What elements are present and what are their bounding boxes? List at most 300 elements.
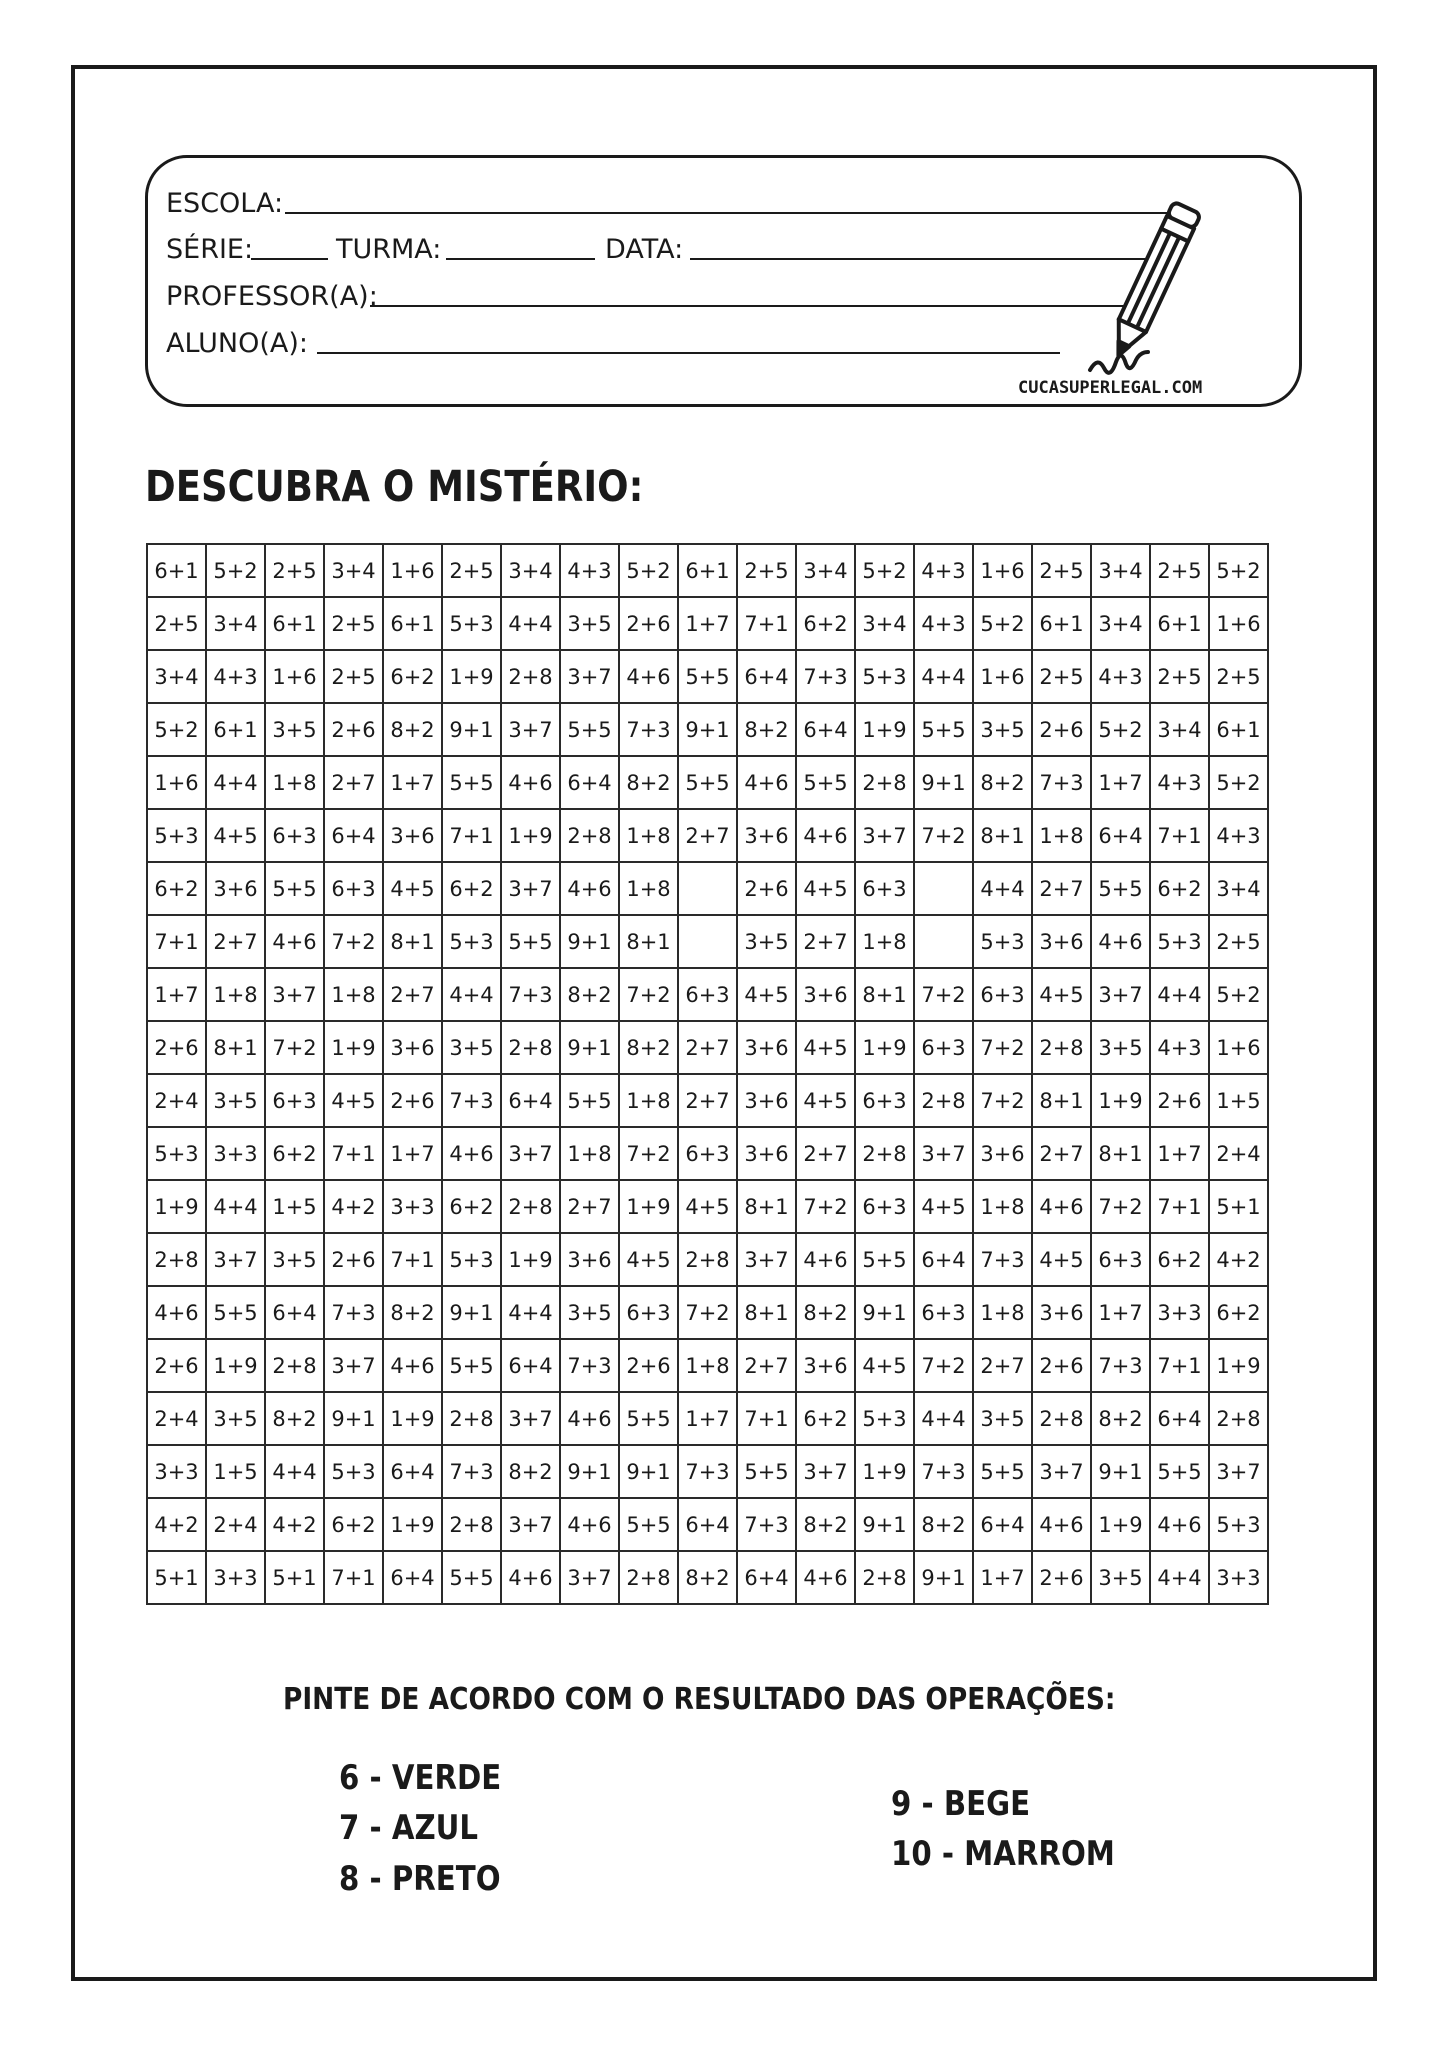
grid-cell[interactable]: 5+1 (265, 1551, 324, 1604)
grid-cell[interactable]: 1+8 (855, 915, 914, 968)
grid-cell[interactable]: 4+5 (383, 862, 442, 915)
grid-cell[interactable]: 7+3 (442, 1074, 501, 1127)
grid-cell[interactable]: 6+1 (1150, 597, 1209, 650)
grid-cell[interactable]: 3+4 (206, 597, 265, 650)
grid-cell[interactable]: 6+3 (678, 1127, 737, 1180)
grid-cell[interactable]: 5+2 (147, 703, 206, 756)
grid-cell[interactable]: 8+1 (619, 915, 678, 968)
grid-cell[interactable]: 5+3 (442, 1233, 501, 1286)
grid-cell[interactable]: 2+5 (1150, 544, 1209, 597)
grid-cell[interactable]: 5+5 (914, 703, 973, 756)
grid-cell[interactable]: 5+3 (442, 915, 501, 968)
grid-cell[interactable]: 2+6 (324, 1233, 383, 1286)
grid-cell[interactable]: 8+2 (619, 756, 678, 809)
grid-cell[interactable]: 3+7 (560, 1551, 619, 1604)
grid-cell[interactable]: 3+5 (560, 597, 619, 650)
grid-cell[interactable]: 5+1 (1209, 1180, 1268, 1233)
grid-cell[interactable]: 4+6 (1091, 915, 1150, 968)
grid-cell[interactable]: 8+2 (1091, 1392, 1150, 1445)
grid-cell[interactable]: 4+4 (206, 756, 265, 809)
grid-cell[interactable]: 2+6 (324, 703, 383, 756)
grid-cell[interactable]: 3+5 (973, 703, 1032, 756)
grid-cell[interactable]: 9+1 (678, 703, 737, 756)
grid-cell[interactable]: 2+8 (1032, 1021, 1091, 1074)
grid-cell[interactable]: 3+6 (737, 1021, 796, 1074)
grid-cell[interactable]: 1+7 (1091, 1286, 1150, 1339)
grid-cell[interactable]: 4+6 (796, 809, 855, 862)
grid-cell[interactable]: 7+1 (737, 1392, 796, 1445)
grid-cell[interactable]: 5+5 (265, 862, 324, 915)
grid-cell[interactable]: 5+5 (855, 1233, 914, 1286)
grid-cell[interactable]: 2+5 (1209, 650, 1268, 703)
grid-cell[interactable]: 6+1 (265, 597, 324, 650)
grid-cell[interactable]: 4+6 (1032, 1498, 1091, 1551)
grid-cell[interactable]: 2+8 (678, 1233, 737, 1286)
grid-cell[interactable]: 1+9 (1209, 1339, 1268, 1392)
grid-cell[interactable]: 8+2 (265, 1392, 324, 1445)
grid-cell[interactable]: 5+5 (442, 1551, 501, 1604)
grid-cell[interactable]: 3+5 (206, 1074, 265, 1127)
grid-cell[interactable]: 1+8 (1032, 809, 1091, 862)
grid-cell[interactable]: 1+8 (560, 1127, 619, 1180)
grid-cell[interactable]: 4+4 (914, 1392, 973, 1445)
grid-cell[interactable]: 1+8 (619, 862, 678, 915)
grid-cell[interactable]: 8+2 (383, 703, 442, 756)
grid-cell[interactable]: 7+2 (914, 968, 973, 1021)
grid-cell[interactable]: 3+5 (442, 1021, 501, 1074)
grid-cell[interactable]: 8+2 (383, 1286, 442, 1339)
grid-cell[interactable]: 7+3 (973, 1233, 1032, 1286)
grid-cell[interactable]: 2+8 (855, 1551, 914, 1604)
grid-cell[interactable]: 7+3 (560, 1339, 619, 1392)
grid-cell[interactable] (678, 915, 737, 968)
grid-cell[interactable]: 1+9 (619, 1180, 678, 1233)
grid-cell[interactable]: 4+6 (796, 1233, 855, 1286)
grid-cell[interactable]: 4+4 (1150, 968, 1209, 1021)
grid-cell[interactable]: 7+2 (619, 1127, 678, 1180)
grid-cell[interactable]: 1+8 (324, 968, 383, 1021)
grid-cell[interactable]: 6+2 (265, 1127, 324, 1180)
grid-cell[interactable]: 8+2 (914, 1498, 973, 1551)
grid-cell[interactable]: 1+6 (1209, 1021, 1268, 1074)
grid-cell[interactable]: 3+7 (796, 1445, 855, 1498)
grid-cell[interactable]: 3+4 (147, 650, 206, 703)
grid-cell[interactable]: 6+1 (147, 544, 206, 597)
grid-cell[interactable]: 3+6 (737, 1074, 796, 1127)
grid-cell[interactable]: 5+2 (1209, 544, 1268, 597)
grid-cell[interactable]: 2+5 (442, 544, 501, 597)
grid-cell[interactable]: 7+1 (442, 809, 501, 862)
grid-cell[interactable]: 2+4 (147, 1074, 206, 1127)
grid-cell[interactable]: 6+3 (855, 862, 914, 915)
grid-cell[interactable]: 4+6 (1150, 1498, 1209, 1551)
grid-cell[interactable]: 3+7 (501, 862, 560, 915)
grid-cell[interactable]: 2+4 (1209, 1127, 1268, 1180)
grid-cell[interactable]: 6+4 (1091, 809, 1150, 862)
grid-cell[interactable]: 8+2 (678, 1551, 737, 1604)
grid-cell[interactable]: 1+9 (324, 1021, 383, 1074)
grid-cell[interactable]: 1+5 (1209, 1074, 1268, 1127)
grid-cell[interactable]: 4+5 (1032, 1233, 1091, 1286)
grid-cell[interactable]: 4+6 (501, 756, 560, 809)
grid-cell[interactable]: 6+2 (796, 597, 855, 650)
grid-cell[interactable]: 3+6 (560, 1233, 619, 1286)
grid-cell[interactable]: 5+5 (737, 1445, 796, 1498)
grid-cell[interactable]: 1+5 (265, 1180, 324, 1233)
grid-cell[interactable]: 4+2 (265, 1498, 324, 1551)
grid-cell[interactable]: 9+1 (914, 756, 973, 809)
grid-cell[interactable]: 7+3 (324, 1286, 383, 1339)
grid-cell[interactable] (678, 862, 737, 915)
grid-cell[interactable]: 7+3 (442, 1445, 501, 1498)
grid-cell[interactable]: 2+7 (796, 915, 855, 968)
grid-cell[interactable]: 5+3 (147, 1127, 206, 1180)
grid-cell[interactable]: 5+3 (442, 597, 501, 650)
grid-cell[interactable]: 2+7 (560, 1180, 619, 1233)
grid-cell[interactable]: 8+1 (855, 968, 914, 1021)
grid-cell[interactable]: 3+4 (855, 597, 914, 650)
grid-cell[interactable]: 5+5 (973, 1445, 1032, 1498)
grid-cell[interactable]: 2+8 (501, 1021, 560, 1074)
grid-cell[interactable]: 4+3 (1091, 650, 1150, 703)
grid-cell[interactable]: 6+3 (973, 968, 1032, 1021)
grid-cell[interactable]: 5+3 (973, 915, 1032, 968)
grid-cell[interactable]: 1+9 (501, 809, 560, 862)
grid-cell[interactable]: 3+7 (324, 1339, 383, 1392)
grid-cell[interactable]: 7+1 (324, 1551, 383, 1604)
grid-cell[interactable]: 2+6 (737, 862, 796, 915)
grid-cell[interactable]: 3+4 (1091, 597, 1150, 650)
grid-cell[interactable]: 7+3 (914, 1445, 973, 1498)
grid-cell[interactable]: 5+2 (619, 544, 678, 597)
grid-cell[interactable]: 7+1 (383, 1233, 442, 1286)
grid-cell[interactable]: 7+1 (147, 915, 206, 968)
grid-cell[interactable]: 2+5 (1032, 544, 1091, 597)
grid-cell[interactable]: 4+6 (501, 1551, 560, 1604)
grid-cell[interactable]: 9+1 (442, 1286, 501, 1339)
grid-cell[interactable]: 4+4 (265, 1445, 324, 1498)
grid-cell[interactable]: 6+3 (855, 1180, 914, 1233)
grid-cell[interactable]: 3+3 (1150, 1286, 1209, 1339)
grid-cell[interactable]: 4+3 (1209, 809, 1268, 862)
grid-cell[interactable]: 2+6 (1032, 1551, 1091, 1604)
grid-cell[interactable]: 1+9 (383, 1498, 442, 1551)
grid-cell[interactable]: 2+7 (973, 1339, 1032, 1392)
grid-cell[interactable]: 3+6 (796, 1339, 855, 1392)
grid-cell[interactable]: 1+5 (206, 1445, 265, 1498)
grid-cell[interactable]: 4+5 (796, 1021, 855, 1074)
grid-cell[interactable]: 1+9 (206, 1339, 265, 1392)
grid-cell[interactable]: 4+4 (973, 862, 1032, 915)
grid-cell[interactable]: 2+7 (206, 915, 265, 968)
grid-cell[interactable]: 8+1 (737, 1180, 796, 1233)
grid-cell[interactable]: 5+2 (1209, 756, 1268, 809)
grid-cell[interactable]: 6+4 (1150, 1392, 1209, 1445)
grid-cell[interactable]: 3+6 (1032, 915, 1091, 968)
grid-cell[interactable]: 9+1 (855, 1286, 914, 1339)
grid-cell[interactable]: 6+3 (265, 809, 324, 862)
grid-cell[interactable]: 4+5 (796, 1074, 855, 1127)
grid-cell[interactable]: 6+2 (442, 1180, 501, 1233)
grid-cell[interactable]: 1+9 (383, 1392, 442, 1445)
grid-cell[interactable]: 2+7 (383, 968, 442, 1021)
grid-cell[interactable]: 6+3 (1091, 1233, 1150, 1286)
grid-cell[interactable]: 7+2 (796, 1180, 855, 1233)
grid-cell[interactable]: 8+1 (1032, 1074, 1091, 1127)
grid-cell[interactable]: 5+2 (206, 544, 265, 597)
grid-cell[interactable]: 4+3 (560, 544, 619, 597)
grid-cell[interactable]: 2+7 (796, 1127, 855, 1180)
grid-cell[interactable]: 2+5 (324, 650, 383, 703)
grid-cell[interactable]: 3+7 (501, 1127, 560, 1180)
grid-cell[interactable]: 1+6 (383, 544, 442, 597)
grid-cell[interactable]: 5+3 (1150, 915, 1209, 968)
grid-cell[interactable]: 9+1 (324, 1392, 383, 1445)
grid-cell[interactable]: 2+5 (265, 544, 324, 597)
grid-cell[interactable]: 5+5 (796, 756, 855, 809)
grid-cell[interactable]: 2+7 (678, 809, 737, 862)
grid-cell[interactable]: 8+2 (619, 1021, 678, 1074)
grid-cell[interactable]: 6+1 (1209, 703, 1268, 756)
grid-cell[interactable]: 2+5 (1209, 915, 1268, 968)
grid-cell[interactable]: 9+1 (560, 1445, 619, 1498)
grid-cell[interactable]: 2+5 (1032, 650, 1091, 703)
grid-cell[interactable]: 2+6 (147, 1339, 206, 1392)
grid-cell[interactable]: 5+1 (147, 1551, 206, 1604)
grid-cell[interactable]: 3+7 (501, 1498, 560, 1551)
grid-cell[interactable]: 5+5 (678, 650, 737, 703)
grid-cell[interactable]: 4+4 (914, 650, 973, 703)
grid-cell[interactable]: 7+3 (1091, 1339, 1150, 1392)
grid-cell[interactable]: 4+6 (560, 1392, 619, 1445)
grid-cell[interactable]: 8+1 (383, 915, 442, 968)
grid-cell[interactable]: 7+2 (678, 1286, 737, 1339)
grid-cell[interactable]: 4+3 (914, 597, 973, 650)
grid-cell[interactable]: 4+4 (442, 968, 501, 1021)
grid-cell[interactable]: 7+2 (914, 809, 973, 862)
grid-cell[interactable]: 9+1 (560, 915, 619, 968)
grid-cell[interactable]: 7+3 (1032, 756, 1091, 809)
grid-cell[interactable]: 1+6 (973, 650, 1032, 703)
grid-cell[interactable]: 8+2 (560, 968, 619, 1021)
grid-cell[interactable]: 5+5 (442, 1339, 501, 1392)
grid-cell[interactable]: 6+4 (560, 756, 619, 809)
grid-cell[interactable]: 2+8 (1209, 1392, 1268, 1445)
grid-cell[interactable]: 4+4 (501, 1286, 560, 1339)
grid-cell[interactable]: 3+6 (383, 1021, 442, 1074)
grid-cell[interactable]: 1+6 (265, 650, 324, 703)
grid-cell[interactable]: 6+2 (442, 862, 501, 915)
grid-cell[interactable]: 2+8 (442, 1498, 501, 1551)
grid-cell[interactable]: 4+6 (560, 1498, 619, 1551)
grid-cell[interactable]: 9+1 (914, 1551, 973, 1604)
grid-cell[interactable]: 2+4 (206, 1498, 265, 1551)
grid-cell[interactable]: 7+2 (324, 915, 383, 968)
grid-cell[interactable]: 4+5 (1032, 968, 1091, 1021)
grid-cell[interactable]: 4+5 (855, 1339, 914, 1392)
grid-cell[interactable]: 4+4 (206, 1180, 265, 1233)
grid-cell[interactable]: 7+1 (1150, 809, 1209, 862)
grid-cell[interactable]: 1+8 (619, 809, 678, 862)
grid-cell[interactable]: 8+1 (1091, 1127, 1150, 1180)
grid-cell[interactable]: 5+5 (1150, 1445, 1209, 1498)
grid-cell[interactable]: 3+4 (324, 544, 383, 597)
grid-cell[interactable]: 3+7 (914, 1127, 973, 1180)
grid-cell[interactable]: 2+7 (1032, 1127, 1091, 1180)
grid-cell[interactable]: 1+7 (678, 1392, 737, 1445)
grid-cell[interactable] (914, 915, 973, 968)
grid-cell[interactable]: 1+8 (619, 1074, 678, 1127)
grid-cell[interactable]: 2+6 (619, 597, 678, 650)
grid-cell[interactable]: 2+7 (324, 756, 383, 809)
grid-cell[interactable]: 6+3 (265, 1074, 324, 1127)
grid-cell[interactable]: 4+4 (1150, 1551, 1209, 1604)
grid-cell[interactable]: 3+7 (206, 1233, 265, 1286)
grid-cell[interactable]: 3+3 (147, 1445, 206, 1498)
grid-cell[interactable]: 6+4 (737, 650, 796, 703)
grid-cell[interactable]: 7+3 (678, 1445, 737, 1498)
grid-cell[interactable]: 1+9 (147, 1180, 206, 1233)
aluno-field[interactable] (317, 352, 1060, 354)
grid-cell[interactable]: 7+3 (796, 650, 855, 703)
serie-field[interactable] (251, 258, 328, 260)
grid-cell[interactable]: 7+3 (619, 703, 678, 756)
grid-cell[interactable]: 1+9 (1091, 1074, 1150, 1127)
grid-cell[interactable]: 5+2 (1091, 703, 1150, 756)
grid-cell[interactable]: 4+5 (914, 1180, 973, 1233)
grid-cell[interactable]: 7+3 (737, 1498, 796, 1551)
grid-cell[interactable]: 6+1 (383, 597, 442, 650)
grid-cell[interactable]: 6+3 (678, 968, 737, 1021)
grid-cell[interactable]: 6+2 (1150, 862, 1209, 915)
grid-cell[interactable]: 4+5 (619, 1233, 678, 1286)
grid-cell[interactable]: 4+3 (914, 544, 973, 597)
grid-cell[interactable]: 3+5 (737, 915, 796, 968)
grid-cell[interactable]: 7+2 (973, 1074, 1032, 1127)
grid-cell[interactable]: 2+6 (383, 1074, 442, 1127)
grid-cell[interactable]: 8+1 (206, 1021, 265, 1074)
grid-cell[interactable]: 7+1 (1150, 1180, 1209, 1233)
grid-cell[interactable]: 2+5 (324, 597, 383, 650)
grid-cell[interactable]: 4+2 (324, 1180, 383, 1233)
grid-cell[interactable]: 1+7 (973, 1551, 1032, 1604)
grid-cell[interactable]: 3+3 (1209, 1551, 1268, 1604)
grid-cell[interactable] (914, 862, 973, 915)
grid-cell[interactable]: 6+4 (678, 1498, 737, 1551)
grid-cell[interactable]: 3+4 (1209, 862, 1268, 915)
grid-cell[interactable]: 2+5 (1150, 650, 1209, 703)
grid-cell[interactable]: 5+3 (1209, 1498, 1268, 1551)
grid-cell[interactable]: 4+6 (383, 1339, 442, 1392)
grid-cell[interactable]: 2+8 (855, 1127, 914, 1180)
grid-cell[interactable]: 3+5 (1091, 1551, 1150, 1604)
grid-cell[interactable]: 3+7 (855, 809, 914, 862)
grid-cell[interactable]: 2+8 (501, 1180, 560, 1233)
grid-cell[interactable]: 6+2 (796, 1392, 855, 1445)
grid-cell[interactable]: 6+4 (324, 809, 383, 862)
grid-cell[interactable]: 1+8 (678, 1339, 737, 1392)
grid-cell[interactable]: 4+6 (737, 756, 796, 809)
grid-cell[interactable]: 8+1 (737, 1286, 796, 1339)
grid-cell[interactable]: 5+5 (501, 915, 560, 968)
grid-cell[interactable]: 6+4 (501, 1074, 560, 1127)
grid-cell[interactable]: 5+5 (560, 1074, 619, 1127)
grid-cell[interactable]: 1+6 (973, 544, 1032, 597)
grid-cell[interactable]: 2+8 (1032, 1392, 1091, 1445)
grid-cell[interactable]: 8+2 (737, 703, 796, 756)
grid-cell[interactable]: 1+6 (1209, 597, 1268, 650)
grid-cell[interactable]: 4+2 (147, 1498, 206, 1551)
grid-cell[interactable]: 5+2 (973, 597, 1032, 650)
grid-cell[interactable]: 7+2 (914, 1339, 973, 1392)
grid-cell[interactable]: 4+6 (1032, 1180, 1091, 1233)
grid-cell[interactable]: 3+5 (265, 1233, 324, 1286)
grid-cell[interactable]: 1+8 (265, 756, 324, 809)
grid-cell[interactable]: 5+2 (855, 544, 914, 597)
grid-cell[interactable]: 2+8 (501, 650, 560, 703)
grid-cell[interactable]: 3+5 (1091, 1021, 1150, 1074)
grid-cell[interactable]: 8+1 (973, 809, 1032, 862)
grid-cell[interactable]: 2+8 (914, 1074, 973, 1127)
grid-cell[interactable]: 3+5 (560, 1286, 619, 1339)
grid-cell[interactable]: 1+9 (1091, 1498, 1150, 1551)
grid-cell[interactable]: 3+6 (206, 862, 265, 915)
grid-cell[interactable]: 2+7 (1032, 862, 1091, 915)
grid-cell[interactable]: 6+4 (737, 1551, 796, 1604)
grid-cell[interactable]: 1+9 (501, 1233, 560, 1286)
grid-cell[interactable]: 7+1 (1150, 1339, 1209, 1392)
grid-cell[interactable]: 9+1 (1091, 1445, 1150, 1498)
grid-cell[interactable]: 6+4 (383, 1445, 442, 1498)
grid-cell[interactable]: 3+3 (206, 1551, 265, 1604)
grid-cell[interactable]: 1+8 (206, 968, 265, 1021)
grid-cell[interactable]: 5+3 (147, 809, 206, 862)
grid-cell[interactable]: 6+2 (1209, 1286, 1268, 1339)
grid-cell[interactable]: 1+8 (973, 1286, 1032, 1339)
grid-cell[interactable]: 5+5 (678, 756, 737, 809)
grid-cell[interactable]: 6+4 (914, 1233, 973, 1286)
grid-cell[interactable]: 3+7 (265, 968, 324, 1021)
grid-cell[interactable]: 6+3 (914, 1286, 973, 1339)
grid-cell[interactable]: 5+5 (619, 1392, 678, 1445)
grid-cell[interactable]: 3+4 (1150, 703, 1209, 756)
grid-cell[interactable]: 5+5 (206, 1286, 265, 1339)
grid-cell[interactable]: 2+6 (1150, 1074, 1209, 1127)
grid-cell[interactable]: 6+3 (855, 1074, 914, 1127)
grid-cell[interactable]: 8+2 (501, 1445, 560, 1498)
grid-cell[interactable]: 2+8 (147, 1233, 206, 1286)
grid-cell[interactable]: 4+6 (265, 915, 324, 968)
grid-cell[interactable]: 2+8 (265, 1339, 324, 1392)
grid-cell[interactable]: 6+2 (147, 862, 206, 915)
grid-cell[interactable]: 7+2 (973, 1021, 1032, 1074)
grid-cell[interactable]: 6+4 (796, 703, 855, 756)
grid-cell[interactable]: 2+6 (1032, 703, 1091, 756)
turma-field[interactable] (446, 258, 595, 260)
grid-cell[interactable]: 1+7 (678, 597, 737, 650)
grid-cell[interactable]: 9+1 (560, 1021, 619, 1074)
grid-cell[interactable]: 6+3 (619, 1286, 678, 1339)
grid-cell[interactable]: 3+6 (973, 1127, 1032, 1180)
grid-cell[interactable]: 2+6 (619, 1339, 678, 1392)
grid-cell[interactable]: 3+6 (737, 809, 796, 862)
grid-cell[interactable]: 6+1 (1032, 597, 1091, 650)
grid-cell[interactable]: 3+7 (1209, 1445, 1268, 1498)
grid-cell[interactable]: 1+7 (383, 1127, 442, 1180)
grid-cell[interactable]: 4+6 (442, 1127, 501, 1180)
grid-cell[interactable]: 1+8 (973, 1180, 1032, 1233)
grid-cell[interactable]: 3+6 (796, 968, 855, 1021)
